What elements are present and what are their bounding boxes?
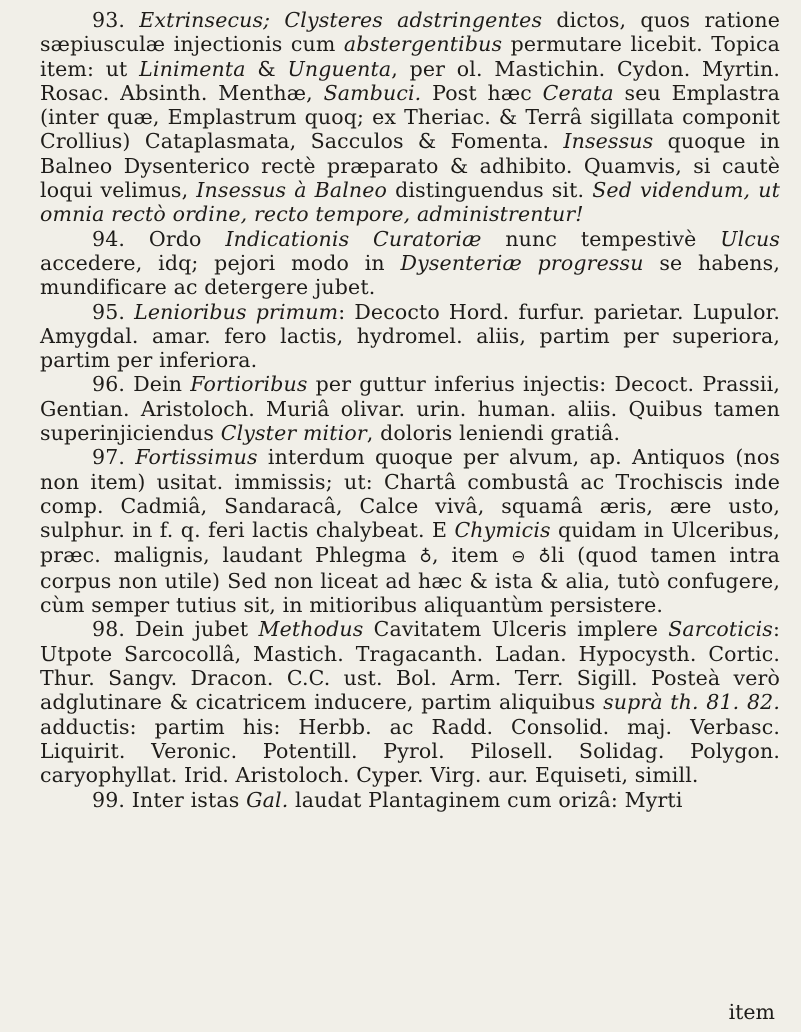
body-text [40, 8, 780, 812]
italic-run: Dysenteriæ progressu [400, 250, 644, 275]
italic-run: Lenioribus primum [134, 299, 339, 324]
text-run: li (quod tamen intra corpus non utile) Sed non liceat ad hæc & ista & alia, tutò confugere, cùm semper tutius sit, in mitioribus aliquantùm persistere. [40, 542, 781, 618]
italic-run: suprà th. 81. 82. [603, 690, 780, 715]
paragraph-number: 98. [92, 617, 136, 642]
italic-run: Cerata [542, 80, 614, 105]
paragraph-94 [40, 227, 780, 300]
italic-run: abstergentibus [343, 32, 503, 57]
italic-run: Fortioribus [190, 372, 308, 397]
italic-run: Unguenta [287, 56, 392, 81]
paragraph-96 [40, 372, 780, 445]
text-run: nunc tempestivè [481, 226, 721, 251]
italic-run: Linimenta [139, 56, 246, 81]
italic-run: Sarcoticis [668, 617, 773, 642]
paragraph-95 [40, 300, 780, 373]
paragraph-number: 94. [92, 226, 149, 251]
text-run: Dein jubet [135, 617, 259, 642]
italic-run: Chymicis [454, 518, 551, 543]
text-run: permutare licebit. Topica item: ut [40, 32, 780, 81]
text-run [526, 543, 539, 567]
text-run: Cavitatem Ulceris implere [363, 617, 669, 642]
text-run: , doloris leniendi gratiâ. [366, 421, 621, 446]
italic-run: Insessus [563, 129, 654, 154]
text-run: per guttur inferius injectis: Decoct. Prassii, Gentian. Aristoloch. Muriâ olivar. urin. human. aliis. Quibus tamen superinjiciendus [40, 372, 781, 446]
text-run: Inter istas [131, 787, 247, 812]
paragraph-number: 96. [92, 372, 134, 397]
paragraph-number: 95. [92, 299, 135, 324]
text-run: quoque in Balneo Dysenterico rectè præparato & adhibito. Quamvis, si cautè loqui velimus, [40, 129, 780, 203]
text-run: Dein [133, 372, 191, 397]
text-run: Ordo [148, 226, 226, 251]
text-run: interdum quoque per alvum, ap. Antiquos (nos non item) usitat. immissis; ut: Chartâ combustâ ac Trochiscis inde comp. Cadmiâ, Sandaracâ, Calce vivâ, squamâ æris, ære usto, sulphur. in f. q. feri lactis chalybeat. E [40, 445, 781, 543]
italic-run: Methodus [258, 617, 364, 642]
italic-run: Sed videndum, ut omnia rectò ordine, recto tempore, administrentur! [40, 178, 780, 227]
alchemical-symbol: ♁ [538, 546, 551, 567]
italic-run: Sambuci. [323, 80, 422, 105]
paragraph-97 [40, 445, 780, 617]
text-run: adductis: partim his: Herbb. ac Radd. Consolid. maj. Verbasc. Liquirit. Veronic. Potentill. Pyrol. Pilosell. Solidag. Polygon. caryophyllat. Irid. Aristoloch. Cyper. Virg. aur. Equiseti, simill. [40, 714, 780, 788]
text-run: : Utpote Sarcocollâ, Mastich. Tragacanth. Ladan. Hypocysth. Cortic. Thur. Sangv. Dracon. C.C. ust. Bol. Arm. Terr. Sigill. Posteà verò adglutinare & cicatricem inducere, partim aliquibus [40, 617, 781, 715]
alchemical-symbol: ♁ [419, 546, 433, 567]
text-run: accedere, idq; pejori modo in [40, 250, 401, 275]
italic-run: Fortissimus [135, 445, 258, 470]
text-run: seu Emplastra (inter quæ, Emplastrum quoq; ex Theriac. & Terrâ sigillata componit Crollius) Cataplasmata, Sacculos & Fomenta. [40, 80, 780, 154]
paragraph-number: 99. [92, 787, 132, 812]
alchemical-symbol: ⊖ [511, 546, 526, 567]
text-run: : Decocto Hord. furfur. parietar. Lupulor. Amygdal. amar. fero lactis, hydromel. aliis, partim per superiora, partim per inferiora. [40, 299, 780, 373]
text-run: laudat Plantaginem cum orizâ: Myrti [288, 787, 683, 812]
paragraph-99 [40, 788, 780, 812]
text-run: quidam in Ulceribus, præc. malignis, laudant Phlegma [40, 518, 780, 567]
paragraph-93 [40, 8, 780, 227]
text-run: se habens, mundificare ac detergere jubet. [40, 250, 780, 300]
catchword: item [728, 1000, 775, 1024]
text-run: distinguendus sit. [387, 178, 593, 203]
paragraph-number: 97. [92, 445, 136, 470]
paragraph-98 [40, 617, 780, 787]
italic-run: Clyster mitior [220, 421, 367, 446]
italic-run: Indicationis Curatoriæ [225, 226, 482, 251]
italic-run: Gal. [246, 787, 289, 812]
text-run: & [245, 56, 288, 81]
italic-run: Insessus à Balneo [196, 178, 388, 203]
text-run: , item [432, 542, 512, 567]
text-run: Post hæc [421, 80, 543, 105]
italic-run: Ulcus [720, 226, 781, 251]
text-run: , per ol. Mastichin. Cydon. Myrtin. Rosac. Absinth. Menthæ, [40, 56, 780, 105]
text-run: dictos, quos ratione sæpiusculæ injectionis cum [40, 8, 781, 57]
italic-run: Extrinsecus; Clysteres adstringentes [139, 8, 543, 32]
paragraph-number: 93. [92, 8, 140, 32]
